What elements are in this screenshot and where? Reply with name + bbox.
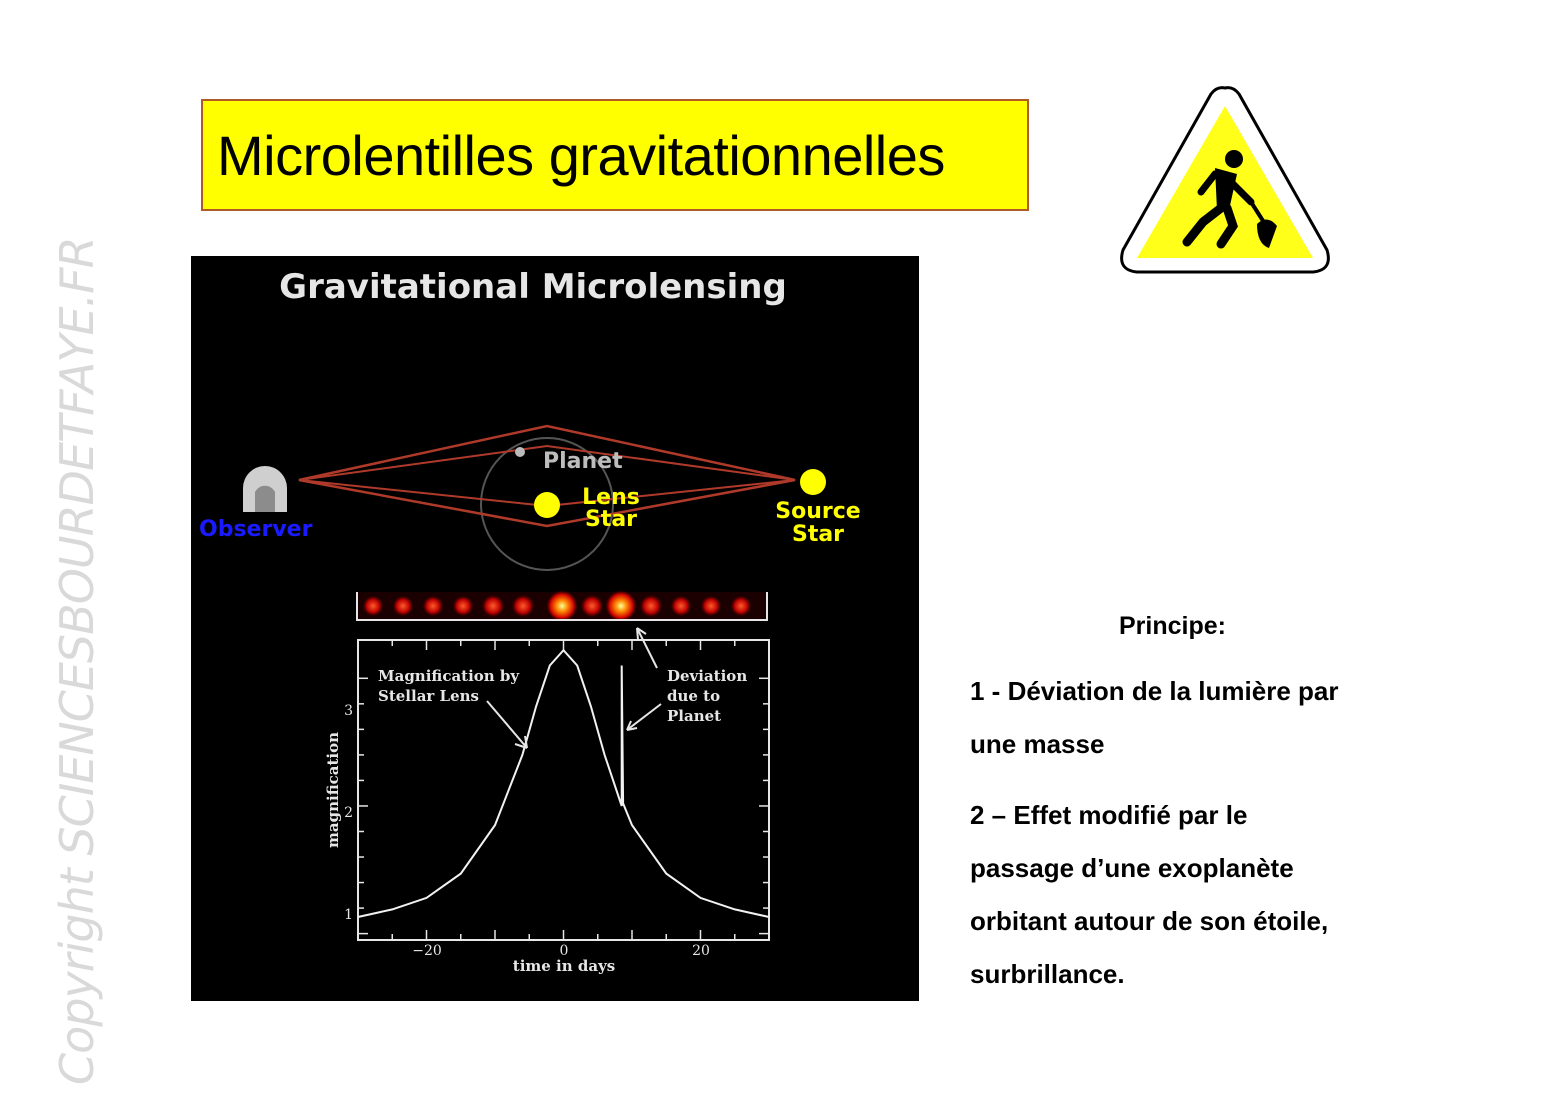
figure-title: Gravitational Microlensing: [279, 267, 787, 307]
planet-label: Planet: [543, 449, 623, 474]
principle-item2-line1: 2 – Effet modifié par le: [970, 800, 1248, 830]
lens-star: [534, 492, 560, 518]
lensing-diagram: [199, 426, 861, 570]
stellar-lens-annotation-line1: Magnification by: [378, 667, 520, 685]
planet-dot: [515, 447, 525, 457]
observatory-icon: [243, 466, 287, 512]
y-tick-label: 2: [344, 805, 353, 821]
x-tick-label: 20: [692, 943, 710, 959]
planet-annotation-line2: due to: [667, 687, 721, 705]
stellar-lens-arrow: [487, 701, 527, 748]
y-axis-label: magnification: [324, 732, 342, 848]
planet-annotation-line1: Deviation: [667, 667, 748, 685]
x-tick-label: −20: [412, 943, 442, 959]
copyright-watermark: Copyright SCIENCESBOURDETFAYE.FR: [50, 237, 104, 1085]
microlensing-figure: [191, 256, 919, 1001]
lens-star-label-line1: Lens: [582, 485, 640, 510]
roadwork-warning-sign-icon: [1117, 82, 1333, 276]
observer-label: Observer: [199, 517, 313, 542]
principle-item1-line2: une masse: [970, 729, 1105, 759]
principle-item1-line1: 1 - Déviation de la lumière par: [970, 676, 1339, 706]
y-tick-label: 1: [344, 907, 353, 923]
light-strip: [357, 590, 767, 668]
source-star-label-line2: Star: [791, 522, 845, 547]
x-axis-label: time in days: [512, 957, 616, 975]
source-star-label-line1: Source: [775, 499, 861, 524]
slide-title: Microlentilles gravitationnelles: [217, 124, 945, 187]
principle-item2-line3: orbitant autour de son étoile,: [970, 906, 1329, 936]
slide-title-box: [201, 99, 1029, 211]
planet-deviation-arrow: [627, 704, 661, 730]
principle-heading: Principe:: [1119, 612, 1226, 640]
x-tick-label: 0: [559, 943, 569, 959]
principle-item2-line2: passage d’une exoplanète: [970, 853, 1294, 883]
plot-ticks: [358, 640, 769, 940]
principle-item2-line4: surbrillance.: [970, 959, 1125, 989]
source-star: [800, 469, 826, 495]
planet-annotation-line3: Planet: [667, 707, 722, 725]
lens-star-label-line2: Star: [584, 507, 638, 532]
magnification-plot: [324, 640, 769, 975]
y-tick-label: 3: [344, 703, 353, 719]
plot-frame: [358, 640, 769, 940]
stellar-lens-annotation-line2: Stellar Lens: [378, 687, 479, 705]
